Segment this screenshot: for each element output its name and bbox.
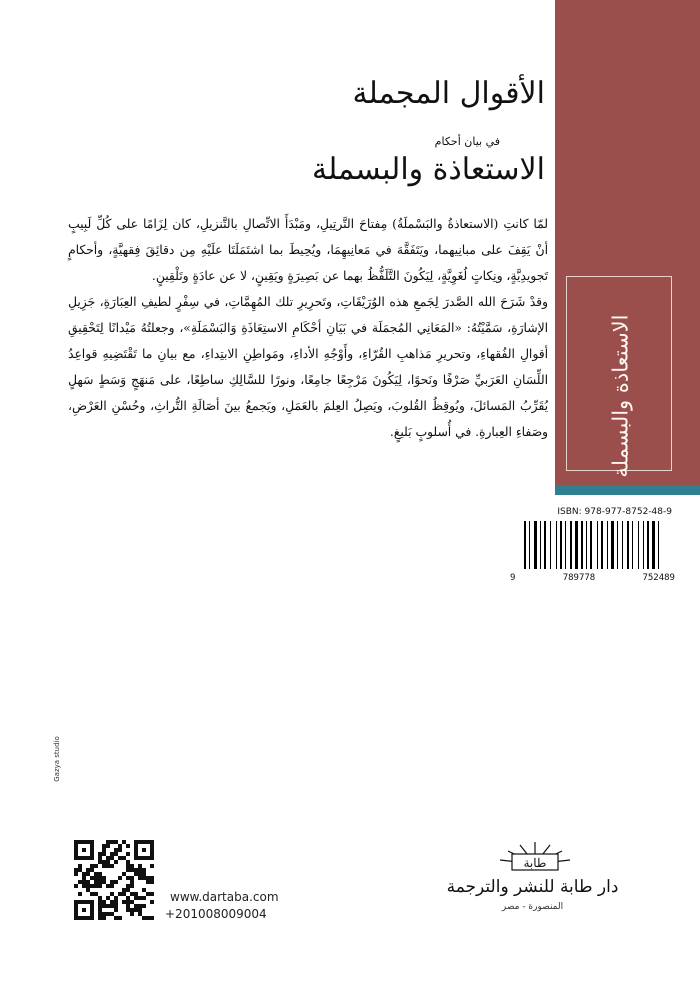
qr-module [150, 892, 154, 896]
back-cover-blurb [68, 211, 548, 445]
barcode-bar [658, 521, 659, 569]
barcode-bar [550, 521, 551, 569]
barcode-bar [556, 521, 557, 569]
barcode-bar [570, 521, 572, 569]
barcode-bar [607, 521, 608, 569]
qr-module [114, 908, 118, 912]
publisher-name: دار طابة للنشر والترجمة [446, 877, 619, 897]
qr-module [114, 880, 118, 884]
barcode-digit-group: 9 [510, 573, 516, 583]
barcode-bar [622, 521, 623, 569]
qr-module [74, 872, 78, 876]
qr-module [142, 896, 146, 900]
barcode-digit-group: 752489 [642, 573, 675, 583]
qr-module [114, 860, 118, 864]
barcode-bar [590, 521, 592, 569]
qr-module [130, 884, 134, 888]
qr-module [102, 916, 106, 920]
publisher-phone: +201008009004 [165, 907, 267, 921]
qr-module [150, 880, 154, 884]
qr-module [118, 876, 122, 880]
qr-finder-pattern [74, 900, 94, 920]
barcode-bar [575, 521, 578, 569]
blurb-paragraph-2: وقدْ شَرَحَ الله الصَّدرَ لِجَمعِ هذه الوُرَيْقَاتِ، وتَحرِيرِ تلك المُهِمَّاتِ، في سِفْرٍ لطيفِ العِبَارَةِ، جَزِيلِ الإشارَةِ، سَمَّيْتُهُ: «المَعَانِي المُجمَلَة في بَيَانِ أحْكَامِ الاستِعَاذَةِ وَالبَسْمَلَةِ»، وجعلتُهُ مَيْدانًا لِتَحْقِيقِ أقوالِ الفُقهاءِ، وتحريرِ مَذاهبِ القُرّاءِ، وأَوْجُهِ الأداءِ، ومَواطِنِ الابتِداءِ، مع بيانِ ما تَقْتَضِيهِ قواعِدُ اللِّسَانِ العَرَبيِّ صَرْفًا ونَحوًا، لِيَكُونَ مَرْجِعًا جامِعًا، ونورًا للسَّالِكِ ساطِعًا، على مَنهَجٍ وَسَطٍ سَهلٍ يُقَرِّبُ المَسائلَ، ويُوقِظُ القُلوبَ، ويَصِلُ العِلمَ بالعَمَلِ، ويَجمعُ بينَ أصَالَةِ التُّراثِ، وحُسْنِ العَرْضِ، وصَفاءِ العِبارةِ. في أُسلوبٍ بَليغٍ. [68, 295, 548, 439]
barcode-digit-group: 789778 [562, 573, 596, 583]
barcode-bar [647, 521, 649, 569]
qr-module [74, 884, 78, 888]
barcode-bar [643, 521, 644, 569]
qr-finder-pattern [74, 840, 94, 860]
qr-module [98, 884, 102, 888]
qr-module [110, 884, 114, 888]
barcode-bar [581, 521, 583, 569]
qr-module [106, 844, 110, 848]
barcode-bar [632, 521, 633, 569]
qr-module [142, 904, 146, 908]
qr-module [110, 864, 114, 868]
publisher-logo [490, 840, 580, 874]
qr-module [150, 864, 154, 868]
book-subtitle: في بيان أحكام [434, 135, 500, 148]
qr-finder-pattern [134, 840, 154, 860]
barcode-bar [652, 521, 655, 569]
barcode-bar [534, 521, 537, 569]
barcode-bar [611, 521, 614, 569]
blurb-paragraph-1: لمّا كانتِ (الاستعاذةُ والبَسْملَةُ) مِفتاحَ التَّرتِيلِ، ومَبْدَأَ الاتِّصالِ بالتَّنزيلِ، كان لِزَامًا على كُلِّ لَبِيبٍ أنْ يَقِفَ على مبانِيهما، ويَتَفَقَّهَ في مَعانِيهِمَا، ويُحِيطَ بما اشتَمَلَتَا علَيْهِ مِن دقائِقَ فِقهيَّةٍ، وأحكامٍ تَجويدِيَّةٍ، ونِكاتٍ لُغَوِيَّةٍ، لِيَكُونَ التَّلَفُّظُ بهما عن بَصِيرَةٍ ويَقِينٍ، لا عن عادَةٍ وتَلْقِينٍ. [68, 217, 548, 283]
qr-module [150, 916, 154, 920]
barcode-bar [627, 521, 629, 569]
qr-module [126, 852, 130, 856]
side-panel-accent-strip [555, 485, 700, 495]
isbn-label: ISBN: 978-977-8752-48-9 [557, 507, 672, 517]
qr-module [130, 912, 134, 916]
barcode-bar [617, 521, 618, 569]
barcode-bar [565, 521, 566, 569]
qr-module [150, 900, 154, 904]
qr-module [126, 844, 130, 848]
barcode-bar [638, 521, 639, 569]
barcode-bar [560, 521, 562, 569]
designer-credit: Gazya studio [52, 736, 61, 782]
isbn-barcode [522, 521, 672, 571]
publisher-website: www.dartaba.com [170, 890, 279, 904]
qr-module [94, 864, 98, 868]
barcode-bar [540, 521, 541, 569]
publisher-logo-text: طابة [523, 856, 547, 870]
qr-code [74, 840, 154, 920]
publisher-city: المنصورة - مصر [501, 902, 564, 912]
qr-module [78, 892, 82, 896]
book-title: الأقوال المجملة [352, 76, 545, 111]
side-title: الاستعاذة والبسملة [608, 314, 633, 478]
barcode-bar [597, 521, 598, 569]
qr-module [118, 848, 122, 852]
barcode-bar [586, 521, 587, 569]
barcode-bar [529, 521, 530, 569]
barcode-bar [524, 521, 526, 569]
qr-module [118, 916, 122, 920]
barcode-bar [544, 521, 546, 569]
book-title-second-line: الاستعاذة والبسملة [312, 152, 545, 187]
barcode-digits [510, 573, 675, 583]
barcode-bar [601, 521, 603, 569]
